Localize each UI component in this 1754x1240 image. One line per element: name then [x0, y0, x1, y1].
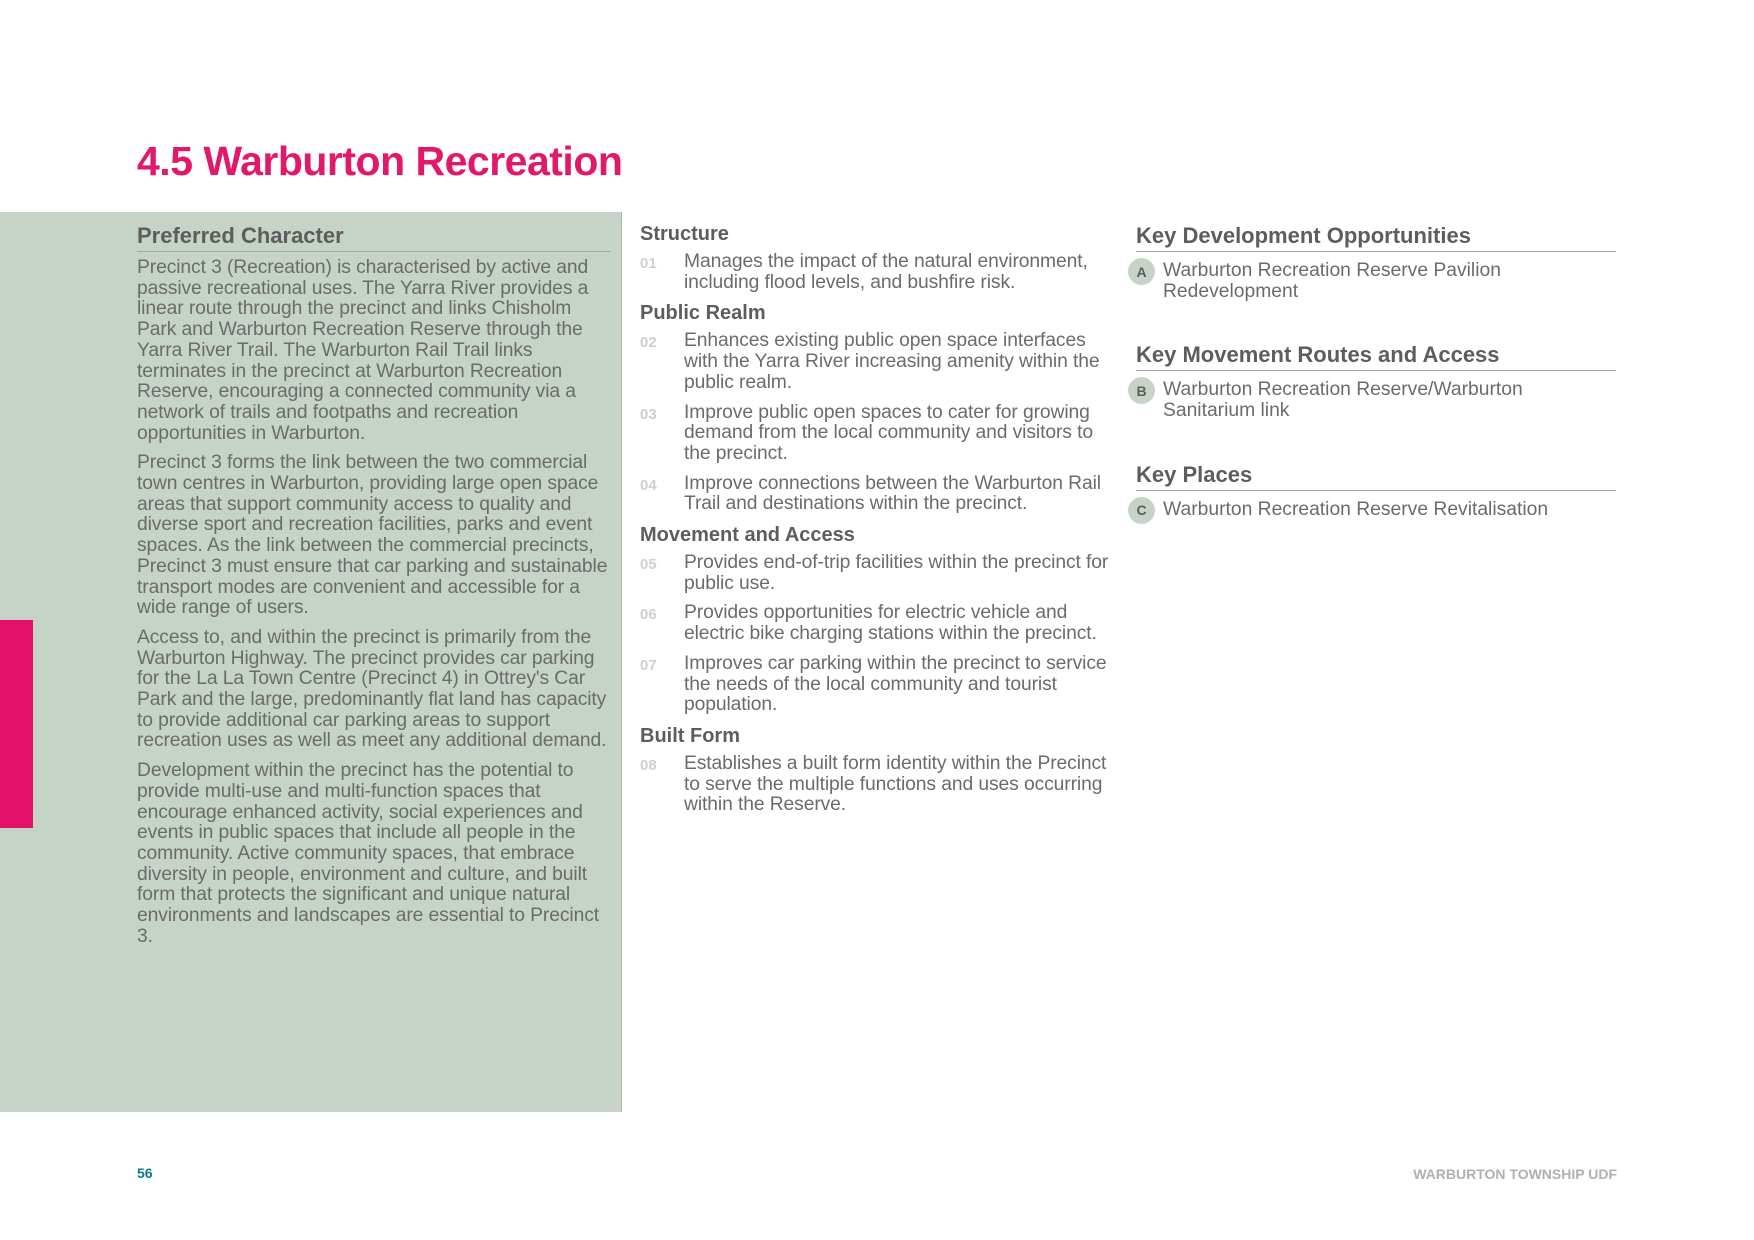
key-places-group — [1136, 462, 1616, 524]
objective-text: Establishes a built form identity within the Precinct to serve the multiple functions and uses occurring within the Reserve. — [684, 752, 1107, 816]
objective-text: Provides end-of-trip facilities within the precinct for public use. — [684, 552, 1109, 594]
key-development-item — [1136, 258, 1616, 302]
objective-text: Improve connections between the Warburton Rail Trail and destinations within the precinct. — [684, 472, 1101, 515]
preferred-character-paragraph: Development within the precinct has the potential to provide multi-use and multi-function spaces that encourage enhanced activity, social experiences and events in public spaces that include all people in the community. Active community spaces, that embrace diversity in people, environment and culture, and built form that protects the significant and unique natural environments and landscapes are essential to Precinct 3. — [137, 760, 599, 947]
objective-item — [640, 403, 1115, 465]
preferred-character-paragraph: Access to, and within the precinct is primarily from the Warburton Highway. The precinct provides car parking for the La La Town Centre (Precinct 4) in Ottrey's Car Park and the large, predominantly flat land has capacity to provide additional car parking areas to support recreation uses as well as meet any additional demand. — [137, 626, 607, 752]
key-places-text: Warburton Recreation Reserve Revitalisation — [1163, 498, 1549, 520]
public-realm-heading: Public Realm — [640, 302, 766, 325]
badge-a-icon: A — [1128, 258, 1155, 285]
key-places-item — [1136, 497, 1616, 524]
section-tab-marker — [0, 620, 33, 828]
key-development-text: Warburton Recreation Reserve Pavilion Redevelopment — [1163, 260, 1501, 302]
objectives-column — [640, 223, 1115, 825]
preferred-character-paragraph: Precinct 3 (Recreation) is characterised by active and passive recreational uses. The Yarra River provides a linear route through the precinct and links Chisholm Park and Warburton Recreation Reserve through the Yarra River Trail. The Warburton Rail Trail links terminates in the precinct at Warburton Recreation Reserve, encouraging a connected community via a network of trails and footpaths and recreation opportunities in Warburton. — [137, 257, 589, 444]
badge-c-icon: C — [1128, 497, 1155, 524]
key-items-column — [1136, 223, 1616, 564]
key-development-heading: Key Development Opportunities — [1136, 223, 1616, 252]
preferred-character-paragraph: Precinct 3 forms the link between the two commercial town centres in Warburton, providing large open space areas that support community access to quality and diverse sport and recreation facilities, parks and event spaces. As the link between the commercial precincts, Precinct 3 must ensure that car parking and sustainable transport modes are convenient and accessible for a wide range of users. — [137, 452, 608, 619]
objective-item — [640, 603, 1115, 644]
footer-document-title: WARBURTON TOWNSHIP UDF — [1413, 1166, 1617, 1182]
objective-number: 05 — [640, 556, 657, 574]
preferred-character-heading: Preferred Character — [137, 223, 611, 252]
page-title: 4.5 Warburton Recreation — [137, 138, 623, 184]
key-movement-heading: Key Movement Routes and Access — [1136, 342, 1616, 371]
preferred-character-column — [137, 223, 611, 957]
movement-access-heading: Movement and Access — [640, 524, 855, 547]
badge-b-icon: B — [1128, 377, 1155, 404]
objective-item — [640, 474, 1115, 515]
objective-number: 06 — [640, 606, 657, 624]
objective-text: Improves car parking within the precinct to service the needs of the local community and tourist population. — [684, 652, 1107, 716]
objective-text: Improve public open spaces to cater for growing demand from the local community and visitors to the precinct. — [684, 401, 1093, 464]
key-movement-group — [1136, 342, 1616, 421]
objective-number: 04 — [640, 476, 657, 494]
key-movement-item — [1136, 377, 1616, 421]
key-movement-text: Warburton Recreation Reserve/Warburton Sanitarium link — [1163, 379, 1523, 422]
key-development-group — [1136, 223, 1616, 302]
objective-item — [640, 252, 1115, 293]
objective-item — [640, 654, 1115, 716]
objective-number: 08 — [640, 756, 657, 774]
objective-text: Enhances existing public open space interfaces with the Yarra River increasing amenity within the public realm. — [684, 330, 1100, 393]
page-number: 56 — [137, 1165, 153, 1181]
key-places-heading: Key Places — [1136, 462, 1616, 491]
objective-number: 02 — [640, 334, 657, 352]
objective-item — [640, 331, 1115, 393]
objective-number: 03 — [640, 405, 657, 423]
objective-number: 07 — [640, 656, 657, 674]
built-form-heading: Built Form — [640, 724, 740, 747]
structure-heading: Structure — [640, 223, 729, 245]
objective-number: 01 — [640, 255, 657, 272]
objective-text: Manages the impact of the natural environment, including flood levels, and bushfire risk. — [684, 251, 1088, 293]
objective-item — [640, 553, 1115, 594]
objective-text: Provides opportunities for electric vehicle and electric bike charging stations within the precinct. — [684, 602, 1097, 645]
objective-item — [640, 754, 1115, 816]
